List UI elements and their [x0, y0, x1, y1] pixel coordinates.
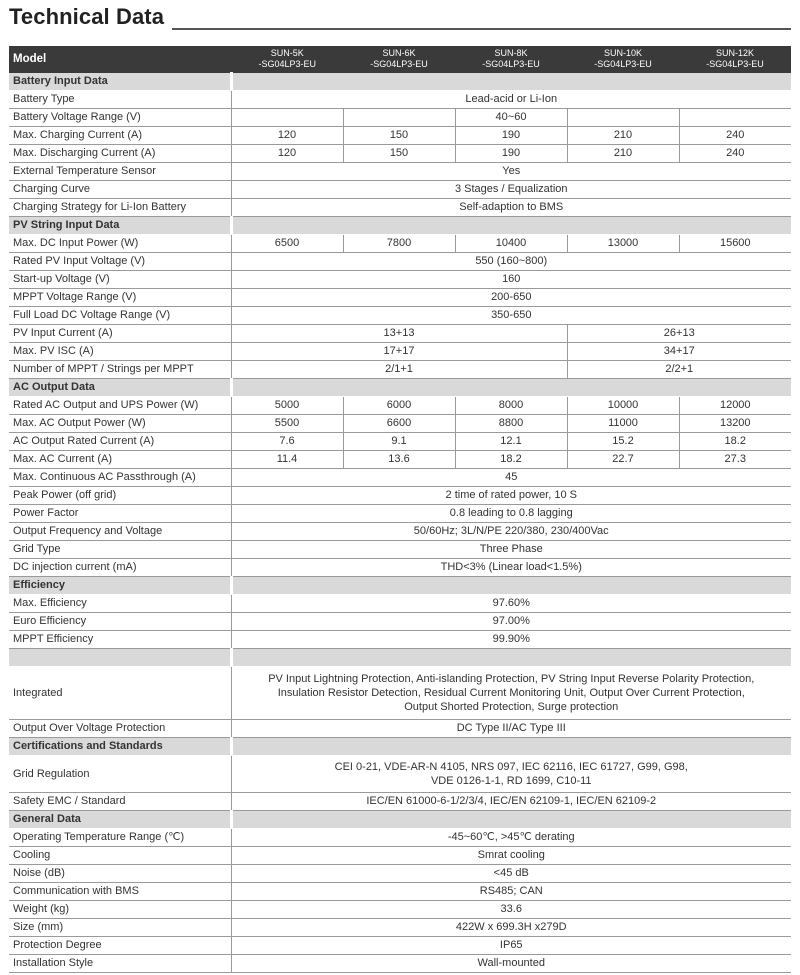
spec-row [9, 109, 791, 127]
spec-value: DC Type II/AC Type III [231, 720, 791, 738]
section-header-row [9, 738, 791, 756]
spec-label: Max. Efficiency [9, 595, 231, 613]
spec-value: 6500 [231, 235, 343, 253]
spec-label: Charging Curve [9, 181, 231, 199]
spec-row [9, 631, 791, 649]
spec-row [9, 163, 791, 181]
spec-row [9, 793, 791, 811]
spec-value: IEC/EN 61000-6-1/2/3/4, IEC/EN 62109-1, IEC/EN 62109-2 [231, 793, 791, 811]
spec-row [9, 720, 791, 738]
spec-value: 13000 [567, 235, 679, 253]
spec-label: Rated AC Output and UPS Power (W) [9, 397, 231, 415]
spec-value: 240 [679, 127, 791, 145]
spec-row [9, 829, 791, 847]
spec-row [9, 235, 791, 253]
spec-label: Max. DC Input Power (W) [9, 235, 231, 253]
spec-value: 17+17 [231, 343, 567, 361]
spec-value: 99.90% [231, 631, 791, 649]
spec-label: Output Over Voltage Protection [9, 720, 231, 738]
model-name: SUN-12K -SG04LP3-EU [679, 46, 791, 73]
section-title: General Data [9, 811, 231, 829]
spec-value: 18.2 [455, 451, 567, 469]
model-name: SUN-5K -SG04LP3-EU [231, 46, 343, 73]
spec-value: 210 [567, 127, 679, 145]
spec-value: 120 [231, 127, 343, 145]
spec-label: Max. AC Output Power (W) [9, 415, 231, 433]
model-name: SUN-10K -SG04LP3-EU [567, 46, 679, 73]
spec-label: Integrated [9, 667, 231, 720]
spec-row [9, 505, 791, 523]
spec-label: Size (mm) [9, 919, 231, 937]
spec-label: Battery Type [9, 91, 231, 109]
spec-value: 13+13 [231, 325, 567, 343]
section-header-row [9, 217, 791, 235]
spec-label: Max. Continuous AC Passthrough (A) [9, 469, 231, 487]
spec-value: RS485; CAN [231, 883, 791, 901]
spec-value: 10400 [455, 235, 567, 253]
page-header [0, 0, 800, 46]
spec-value: Wall-mounted [231, 955, 791, 973]
spec-value: 240 [679, 145, 791, 163]
spec-value: 40~60 [455, 109, 567, 127]
spec-value: 18.2 [679, 433, 791, 451]
spec-row [9, 883, 791, 901]
spec-value: 210 [567, 145, 679, 163]
spec-value: 190 [455, 127, 567, 145]
section-filler [231, 577, 791, 595]
spec-value: 13200 [679, 415, 791, 433]
spec-row [9, 487, 791, 505]
spec-value: 120 [231, 145, 343, 163]
spec-value: THD<3% (Linear load<1.5%) [231, 559, 791, 577]
spec-value: 26+13 [567, 325, 791, 343]
spec-value: 33.6 [231, 901, 791, 919]
spec-label: Output Frequency and Voltage [9, 523, 231, 541]
spec-row [9, 199, 791, 217]
spec-value [343, 109, 455, 127]
spec-label: Cooling [9, 847, 231, 865]
spec-row [9, 289, 791, 307]
spec-value: 11000 [567, 415, 679, 433]
spec-row [9, 937, 791, 955]
spec-value: 422W x 699.3H x279D [231, 919, 791, 937]
section-header-row [9, 379, 791, 397]
spec-value: 350-650 [231, 307, 791, 325]
section-filler [231, 811, 791, 829]
spec-label: Battery Voltage Range (V) [9, 109, 231, 127]
spec-value: 11.4 [231, 451, 343, 469]
section-filler [231, 649, 791, 667]
spec-row [9, 595, 791, 613]
spec-value: 5500 [231, 415, 343, 433]
spec-row [9, 541, 791, 559]
section-title: Certifications and Standards [9, 738, 231, 756]
spec-value: Self-adaption to BMS [231, 199, 791, 217]
section-filler [231, 73, 791, 91]
spec-value: 160 [231, 271, 791, 289]
spec-row [9, 667, 791, 720]
spec-row [9, 397, 791, 415]
section-header-row [9, 649, 791, 667]
spec-label: Grid Type [9, 541, 231, 559]
spec-value: CEI 0-21, VDE-AR-N 4105, NRS 097, IEC 62116, IEC 61727, G99, G98, VDE 0126-1-1, RD 1699, C10-11 [231, 756, 791, 793]
section-title: AC Output Data [9, 379, 231, 397]
section-title [9, 649, 231, 667]
title-divider [172, 28, 791, 30]
spec-row [9, 955, 791, 973]
section-header-row [9, 73, 791, 91]
spec-value: 15.2 [567, 433, 679, 451]
spec-value: 5000 [231, 397, 343, 415]
spec-value: PV Input Lightning Protection, Anti-islanding Protection, PV String Input Reverse Polarity Protection, Insulation Resistor Detection, Residual Current Monitoring Unit, Output Over Current Protection, Output Shorted Protection, Surge protection [231, 667, 791, 720]
section-header-row [9, 811, 791, 829]
spec-row [9, 145, 791, 163]
spec-row [9, 613, 791, 631]
spec-label: Start-up Voltage (V) [9, 271, 231, 289]
spec-label: DC injection current (mA) [9, 559, 231, 577]
spec-value [231, 109, 343, 127]
spec-value: 7800 [343, 235, 455, 253]
spec-value: 15600 [679, 235, 791, 253]
spec-value: 550 (160~800) [231, 253, 791, 271]
technical-data-table [9, 46, 791, 973]
spec-label: Rated PV Input Voltage (V) [9, 253, 231, 271]
spec-row [9, 253, 791, 271]
spec-row [9, 847, 791, 865]
section-title: Efficiency [9, 577, 231, 595]
spec-label: Weight (kg) [9, 901, 231, 919]
spec-label: MPPT Voltage Range (V) [9, 289, 231, 307]
spec-value: 10000 [567, 397, 679, 415]
spec-row [9, 865, 791, 883]
spec-row [9, 901, 791, 919]
spec-value: 12000 [679, 397, 791, 415]
spec-label: AC Output Rated Current (A) [9, 433, 231, 451]
spec-label: Communication with BMS [9, 883, 231, 901]
spec-value: 97.60% [231, 595, 791, 613]
spec-value: 97.00% [231, 613, 791, 631]
spec-value: 190 [455, 145, 567, 163]
spec-value: <45 dB [231, 865, 791, 883]
section-filler [231, 379, 791, 397]
spec-value: 6600 [343, 415, 455, 433]
section-title: Battery Input Data [9, 73, 231, 91]
spec-row [9, 127, 791, 145]
section-filler [231, 738, 791, 756]
spec-value: 12.1 [455, 433, 567, 451]
spec-value: Three Phase [231, 541, 791, 559]
spec-label: External Temperature Sensor [9, 163, 231, 181]
spec-row [9, 559, 791, 577]
spec-value: 45 [231, 469, 791, 487]
spec-label: PV Input Current (A) [9, 325, 231, 343]
spec-row [9, 451, 791, 469]
section-title: PV String Input Data [9, 217, 231, 235]
spec-value: 50/60Hz; 3L/N/PE 220/380, 230/400Vac [231, 523, 791, 541]
spec-row [9, 271, 791, 289]
spec-value: 200-650 [231, 289, 791, 307]
spec-value: 9.1 [343, 433, 455, 451]
spec-value: 27.3 [679, 451, 791, 469]
spec-label: Operating Temperature Range (℃) [9, 829, 231, 847]
spec-value: 2/1+1 [231, 361, 567, 379]
spec-label: Max. Discharging Current (A) [9, 145, 231, 163]
spec-value: 3 Stages / Equalization [231, 181, 791, 199]
spec-label: Max. Charging Current (A) [9, 127, 231, 145]
spec-label: Max. PV ISC (A) [9, 343, 231, 361]
spec-value: Lead-acid or Li-Ion [231, 91, 791, 109]
spec-value: 22.7 [567, 451, 679, 469]
model-name: SUN-6K -SG04LP3-EU [343, 46, 455, 73]
spec-value: -45~60℃, >45℃ derating [231, 829, 791, 847]
spec-row [9, 307, 791, 325]
spec-value [567, 109, 679, 127]
spec-value: 8000 [455, 397, 567, 415]
model-header-label: Model [9, 46, 231, 73]
model-name: SUN-8K -SG04LP3-EU [455, 46, 567, 73]
spec-value: 150 [343, 127, 455, 145]
spec-row [9, 415, 791, 433]
spec-row [9, 919, 791, 937]
spec-row [9, 523, 791, 541]
spec-value [679, 109, 791, 127]
spec-label: Charging Strategy for Li-Ion Battery [9, 199, 231, 217]
spec-label: Number of MPPT / Strings per MPPT [9, 361, 231, 379]
spec-row [9, 433, 791, 451]
spec-row [9, 469, 791, 487]
spec-row [9, 756, 791, 793]
spec-value: 0.8 leading to 0.8 lagging [231, 505, 791, 523]
spec-value: IP65 [231, 937, 791, 955]
spec-label: Safety EMC / Standard [9, 793, 231, 811]
spec-row [9, 343, 791, 361]
spec-label: Power Factor [9, 505, 231, 523]
spec-label: Protection Degree [9, 937, 231, 955]
spec-value: 2 time of rated power, 10 S [231, 487, 791, 505]
spec-value: 7.6 [231, 433, 343, 451]
spec-value: 6000 [343, 397, 455, 415]
section-filler [231, 217, 791, 235]
spec-label: Installation Style [9, 955, 231, 973]
section-header-row [9, 577, 791, 595]
spec-row [9, 181, 791, 199]
model-header-row [9, 46, 791, 73]
spec-value: 2/2+1 [567, 361, 791, 379]
page-title: Technical Data [9, 4, 165, 29]
spec-label: Full Load DC Voltage Range (V) [9, 307, 231, 325]
spec-label: Noise (dB) [9, 865, 231, 883]
spec-label: MPPT Efficiency [9, 631, 231, 649]
spec-value: 13.6 [343, 451, 455, 469]
spec-label: Grid Regulation [9, 756, 231, 793]
spec-row [9, 325, 791, 343]
spec-value: Smrat cooling [231, 847, 791, 865]
spec-label: Peak Power (off grid) [9, 487, 231, 505]
spec-row [9, 361, 791, 379]
spec-label: Euro Efficiency [9, 613, 231, 631]
spec-value: 150 [343, 145, 455, 163]
spec-value: 8800 [455, 415, 567, 433]
spec-value: Yes [231, 163, 791, 181]
spec-label: Max. AC Current (A) [9, 451, 231, 469]
spec-row [9, 91, 791, 109]
spec-value: 34+17 [567, 343, 791, 361]
